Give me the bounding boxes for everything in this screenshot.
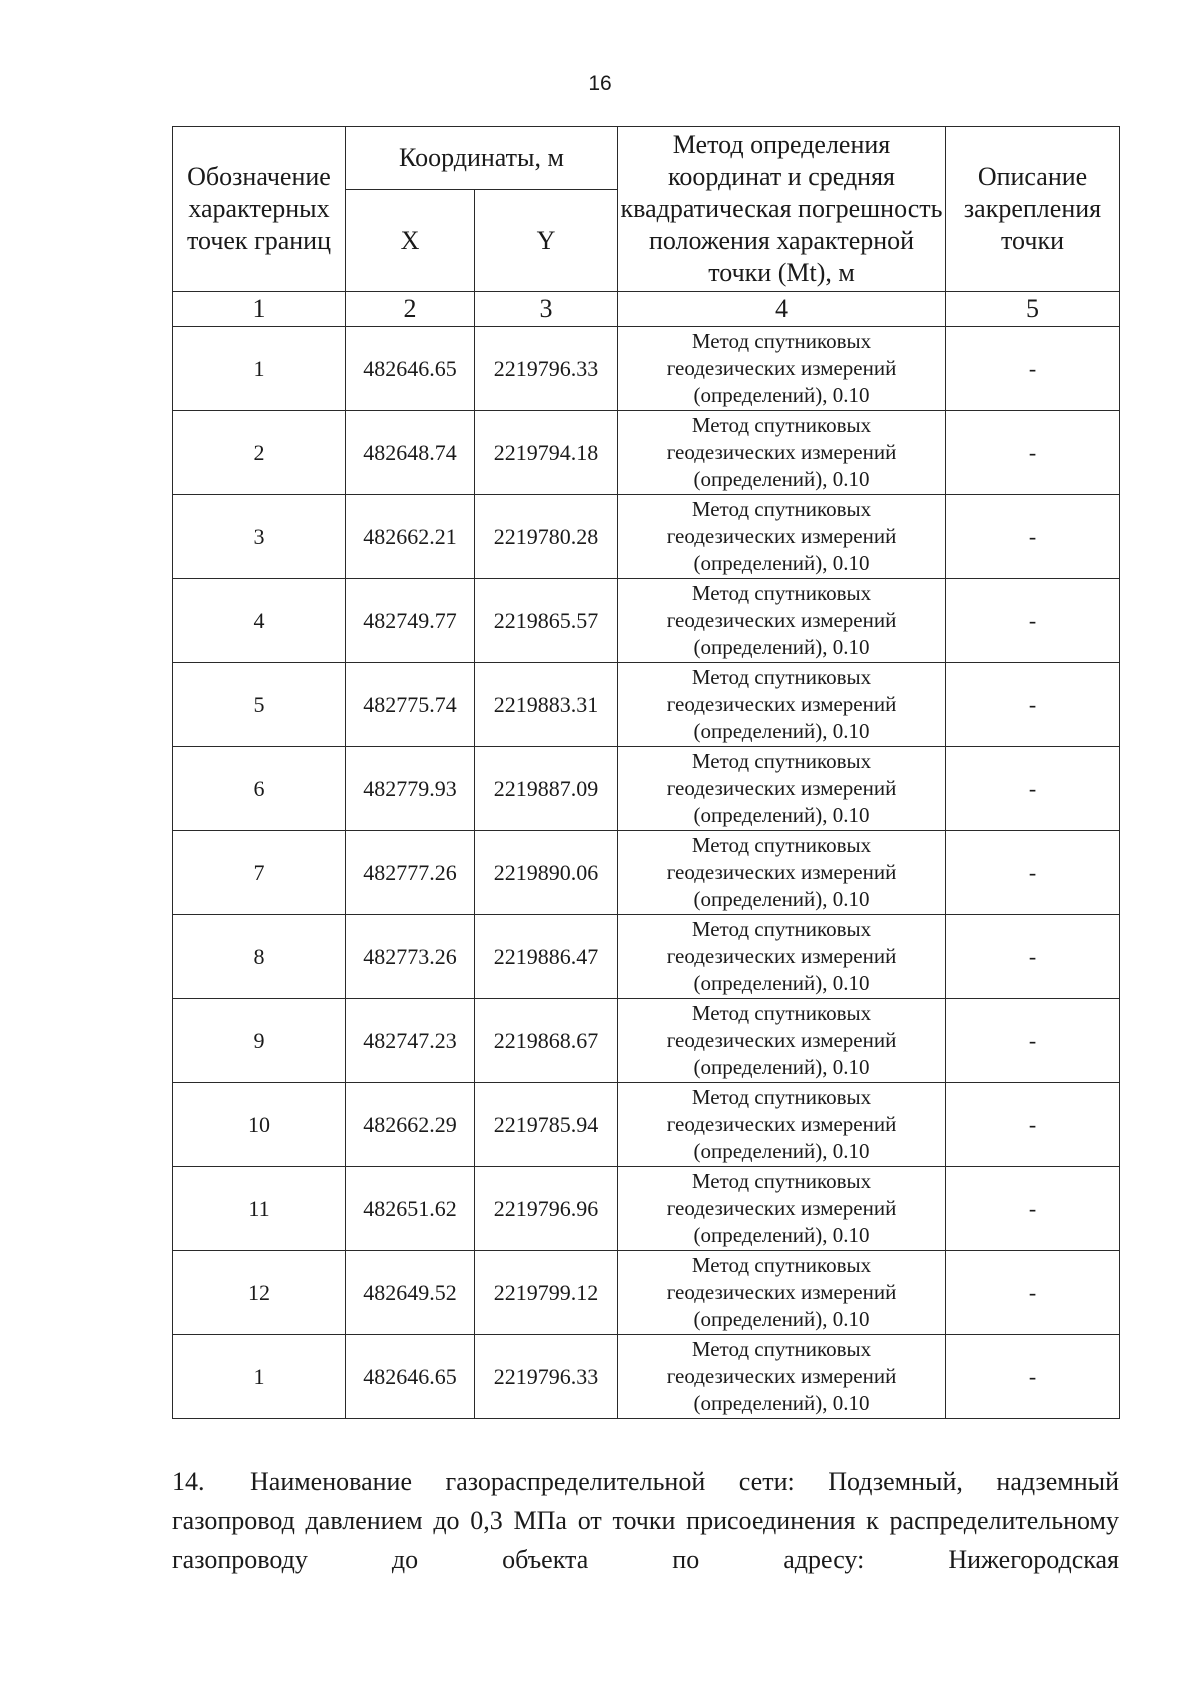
point-cell: 5 <box>173 663 346 747</box>
method-cell: Метод спутниковых геодезических измерений (определений), 0.10 <box>618 1251 946 1335</box>
x-cell: 482651.62 <box>346 1167 475 1251</box>
paragraph-text: Наименование газораспределительной сети: Подземный, надземный газопровод давлением до 0,3 МПа от точки присоединения к распределительному газопроводу до объекта по адресу: Нижегородская <box>172 1467 1119 1574</box>
x-cell: 482747.23 <box>346 999 475 1083</box>
point-cell: 10 <box>173 1083 346 1167</box>
method-cell: Метод спутниковых геодезических измерений (определений), 0.10 <box>618 579 946 663</box>
method-cell: Метод спутниковых геодезических измерений (определений), 0.10 <box>618 495 946 579</box>
description-cell: - <box>946 1335 1120 1419</box>
y-cell: 2219796.33 <box>475 327 618 411</box>
y-cell: 2219796.96 <box>475 1167 618 1251</box>
x-cell: 482662.21 <box>346 495 475 579</box>
description-cell: - <box>946 663 1120 747</box>
x-cell: 482773.26 <box>346 915 475 999</box>
x-cell: 482662.29 <box>346 1083 475 1167</box>
column-number: 2 <box>346 292 475 327</box>
table-row <box>173 579 1120 663</box>
header-x: X <box>346 190 475 292</box>
column-number: 4 <box>618 292 946 327</box>
table-row <box>173 999 1120 1083</box>
x-cell: 482646.65 <box>346 1335 475 1419</box>
table-row <box>173 1167 1120 1251</box>
method-cell: Метод спутниковых геодезических измерений (определений), 0.10 <box>618 663 946 747</box>
point-cell: 8 <box>173 915 346 999</box>
method-cell: Метод спутниковых геодезических измерений (определений), 0.10 <box>618 747 946 831</box>
description-cell: - <box>946 747 1120 831</box>
table-row <box>173 411 1120 495</box>
table-row <box>173 327 1120 411</box>
method-cell: Метод спутниковых геодезических измерений (определений), 0.10 <box>618 999 946 1083</box>
description-cell: - <box>946 831 1120 915</box>
description-cell: - <box>946 579 1120 663</box>
description-cell: - <box>946 1167 1120 1251</box>
point-cell: 11 <box>173 1167 346 1251</box>
method-cell: Метод спутниковых геодезических измерений (определений), 0.10 <box>618 1167 946 1251</box>
x-cell: 482779.93 <box>346 747 475 831</box>
column-number: 1 <box>173 292 346 327</box>
y-cell: 2219890.06 <box>475 831 618 915</box>
point-cell: 1 <box>173 1335 346 1419</box>
x-cell: 482648.74 <box>346 411 475 495</box>
y-cell: 2219799.12 <box>475 1251 618 1335</box>
point-cell: 2 <box>173 411 346 495</box>
description-cell: - <box>946 327 1120 411</box>
x-cell: 482749.77 <box>346 579 475 663</box>
table-row <box>173 747 1120 831</box>
y-cell: 2219796.33 <box>475 1335 618 1419</box>
table-row <box>173 831 1120 915</box>
y-cell: 2219794.18 <box>475 411 618 495</box>
description-cell: - <box>946 495 1120 579</box>
point-cell: 7 <box>173 831 346 915</box>
paragraph-number: 14. <box>172 1467 205 1496</box>
column-numbers-row <box>173 292 1120 327</box>
method-cell: Метод спутниковых геодезических измерений (определений), 0.10 <box>618 831 946 915</box>
page-number: 16 <box>588 72 612 95</box>
description-cell: - <box>946 915 1120 999</box>
description-cell: - <box>946 411 1120 495</box>
method-cell: Метод спутниковых геодезических измерений (определений), 0.10 <box>618 1083 946 1167</box>
x-cell: 482775.74 <box>346 663 475 747</box>
method-cell: Метод спутниковых геодезических измерений (определений), 0.10 <box>618 915 946 999</box>
point-cell: 4 <box>173 579 346 663</box>
header-designation: Обозначение характерных точек границ <box>173 127 346 292</box>
table-row <box>173 1251 1120 1335</box>
table-row <box>173 915 1120 999</box>
description-cell: - <box>946 1251 1120 1335</box>
point-cell: 3 <box>173 495 346 579</box>
table-row <box>173 495 1120 579</box>
y-cell: 2219886.47 <box>475 915 618 999</box>
description-cell: - <box>946 1083 1120 1167</box>
point-cell: 6 <box>173 747 346 831</box>
y-cell: 2219785.94 <box>475 1083 618 1167</box>
x-cell: 482649.52 <box>346 1251 475 1335</box>
point-cell: 1 <box>173 327 346 411</box>
coordinates-table <box>172 126 1120 1419</box>
point-cell: 9 <box>173 999 346 1083</box>
table-row <box>173 1335 1120 1419</box>
y-cell: 2219883.31 <box>475 663 618 747</box>
x-cell: 482646.65 <box>346 327 475 411</box>
y-cell: 2219868.67 <box>475 999 618 1083</box>
point-cell: 12 <box>173 1251 346 1335</box>
description-cell: - <box>946 999 1120 1083</box>
method-cell: Метод спутниковых геодезических измерений (определений), 0.10 <box>618 327 946 411</box>
x-cell: 482777.26 <box>346 831 475 915</box>
column-number: 3 <box>475 292 618 327</box>
header-coordinates: Координаты, м <box>346 127 618 190</box>
column-number: 5 <box>946 292 1120 327</box>
method-cell: Метод спутниковых геодезических измерений (определений), 0.10 <box>618 411 946 495</box>
table-row <box>173 663 1120 747</box>
y-cell: 2219865.57 <box>475 579 618 663</box>
paragraph-14 <box>172 1462 1119 1579</box>
method-cell: Метод спутниковых геодезических измерений (определений), 0.10 <box>618 1335 946 1419</box>
y-cell: 2219780.28 <box>475 495 618 579</box>
header-y: Y <box>475 190 618 292</box>
header-method: Метод определения координат и средняя квадратическая погрешность положения характерной точки (Mt), м <box>618 127 946 292</box>
y-cell: 2219887.09 <box>475 747 618 831</box>
header-description: Описание закрепления точки <box>946 127 1120 292</box>
table-row <box>173 1083 1120 1167</box>
